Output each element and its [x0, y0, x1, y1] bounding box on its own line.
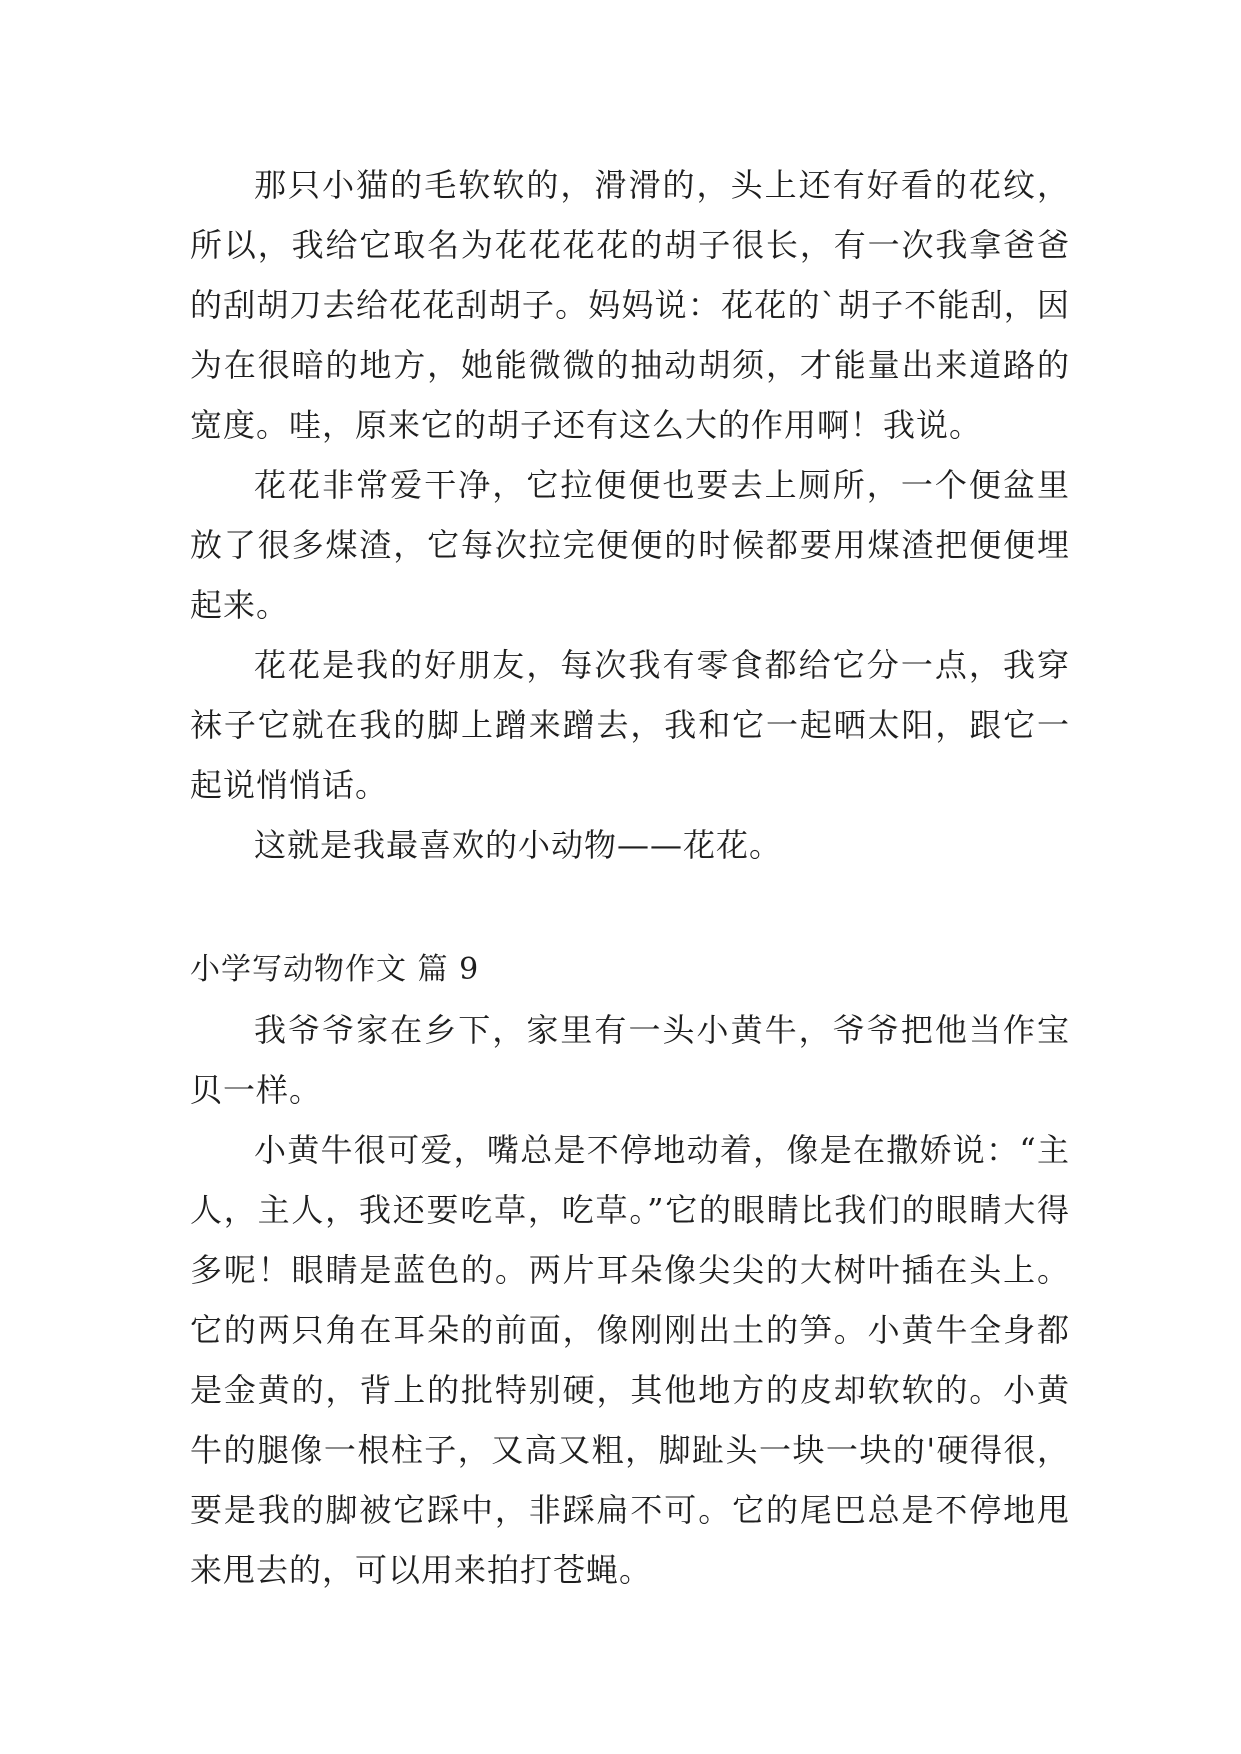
- paragraph: 这就是我最喜欢的小动物——花花。: [254, 826, 783, 864]
- paragraph: 花花是我的好朋友，每次我有零食都给它分一点，我穿袜子它就在我的脚上蹭来蹭去，我和它一起晒太阳，跟它一起说悄悄话。: [190, 646, 1070, 804]
- section-heading: 小学写动物作文 篇 9: [190, 952, 480, 987]
- paragraph: 我爷爷家在乡下，家里有一头小黄牛，爷爷把他当作宝贝一样。: [190, 1011, 1070, 1109]
- paragraph: 小黄牛很可爱，嘴总是不停地动着，像是在撒娇说：“主人，主人，我还要吃草，吃草。”它的眼睛比我们的眼睛大得多呢！眼睛是蓝色的。两片耳朵像尖尖的大树叶插在头上。它的两只角在耳朵的前面，像刚刚出土的笋。小黄牛全身都是金黄的，背上的批特别硬，其他地方的皮却软软的。小黄牛的腿像一根柱子，又高又粗，脚趾头一块一块的'硬得很，要是我的脚被它踩中，非踩扁不可。它的尾巴总是不停地甩来甩去的，可以用来拍打苍蝇。: [190, 1131, 1070, 1589]
- document-body: [190, 155, 1070, 1600]
- paragraph: 那只小猫的毛软软的，滑滑的，头上还有好看的花纹，所以，我给它取名为花花花花的胡子很长，有一次我拿爸爸的刮胡刀去给花花刮胡子。妈妈说：花花的`胡子不能刮，因为在很暗的地方，她能微微的抽动胡须，才能量出来道路的宽度。哇，原来它的胡子还有这么大的作用啊！我说。: [190, 166, 1070, 444]
- paragraph: 花花非常爱干净，它拉便便也要去上厕所，一个便盆里放了很多煤渣，它每次拉完便便的时候都要用煤渣把便便埋起来。: [190, 466, 1070, 624]
